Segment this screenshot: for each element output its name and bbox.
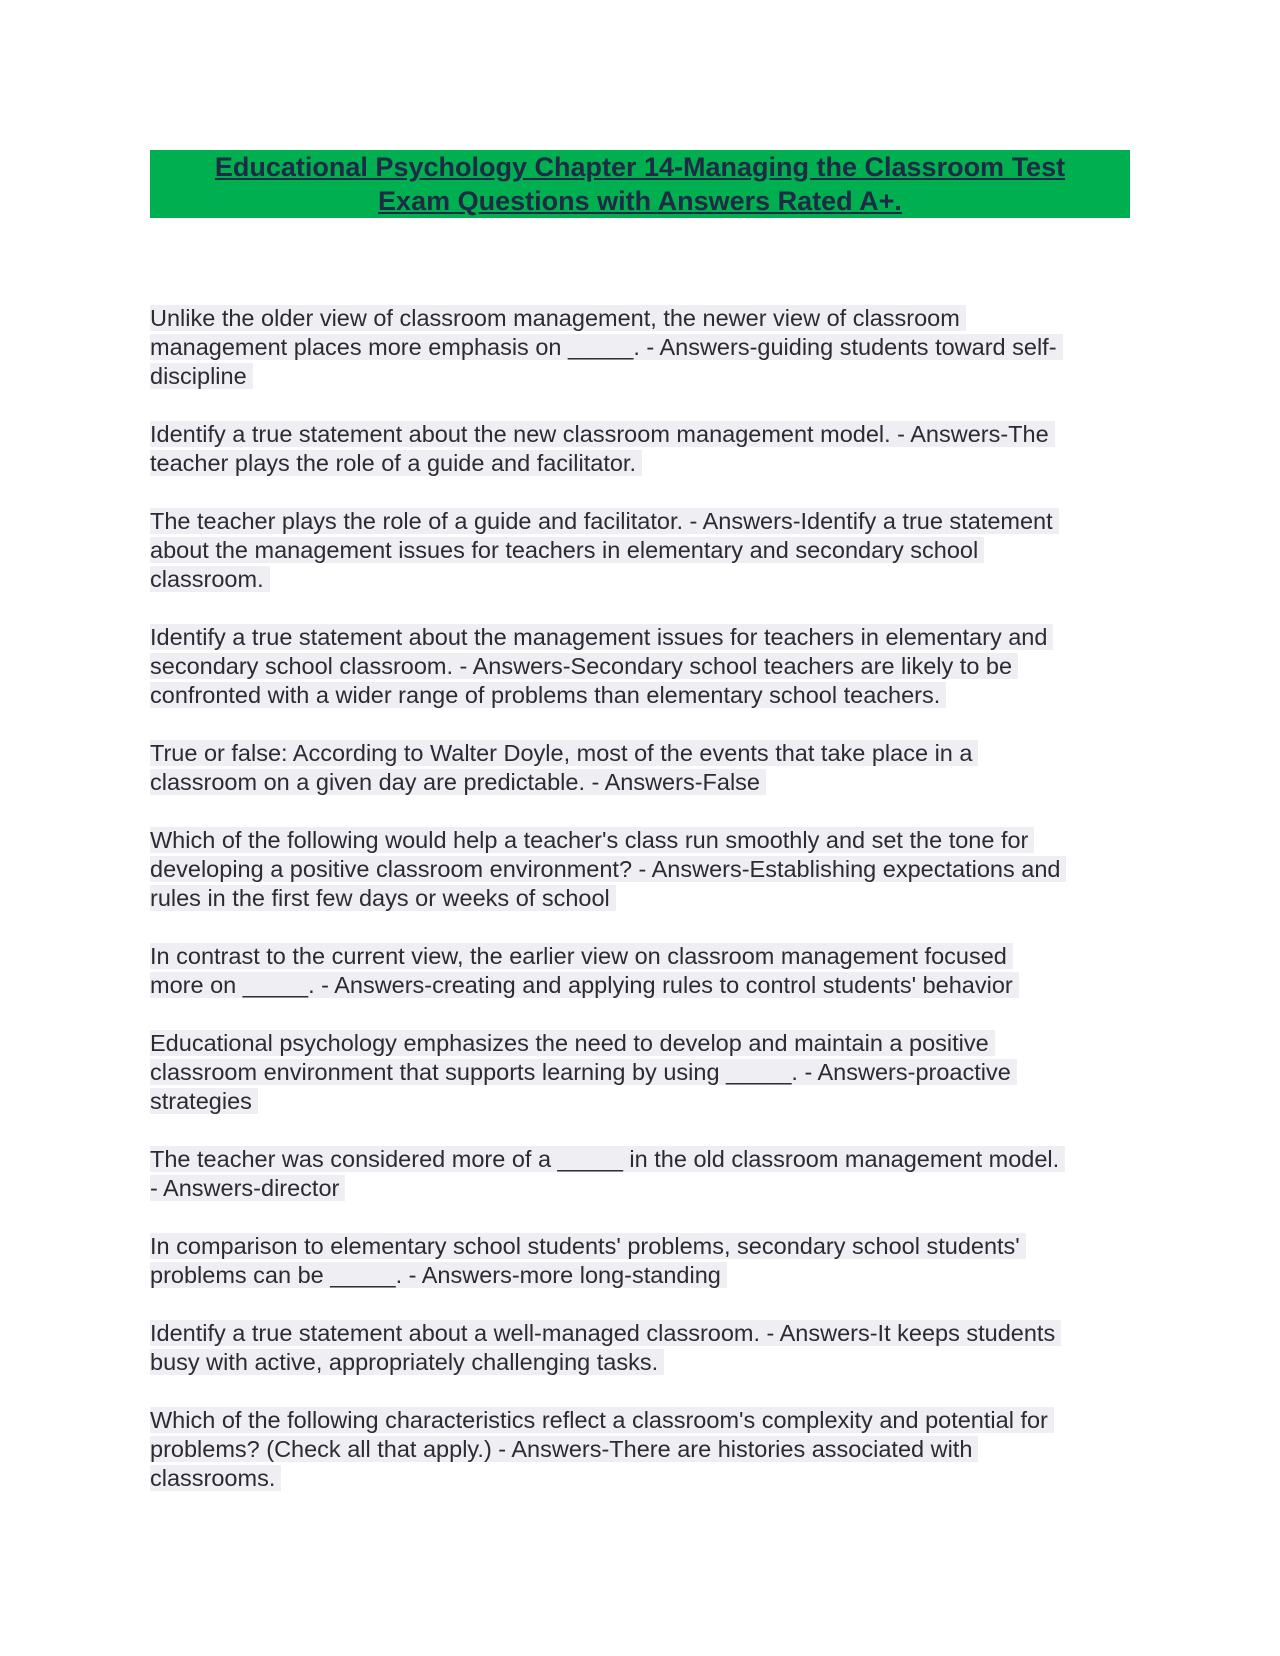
question-answer-line bbox=[150, 333, 1130, 362]
title-banner bbox=[150, 150, 1130, 218]
question-answer-text: Which of the following characteristics reflect a classroom's complexity and potential for bbox=[150, 1407, 1054, 1433]
question-answer-line bbox=[150, 971, 1130, 1000]
question-answer-text: discipline bbox=[150, 363, 253, 389]
document-title-line-2: Exam Questions with Answers Rated A+. bbox=[378, 186, 902, 216]
question-answer-item bbox=[150, 507, 1130, 594]
question-answer-text: True or false: According to Walter Doyle, most of the events that take place in a bbox=[150, 740, 978, 766]
question-answer-text: developing a positive classroom environment? - Answers-Establishing expectations and bbox=[150, 856, 1066, 882]
question-answer-text: classroom on a given day are predictable. - Answers-False bbox=[150, 769, 766, 795]
question-answer-text: classroom. bbox=[150, 566, 270, 592]
question-answer-item bbox=[150, 623, 1130, 710]
question-answer-line bbox=[150, 1174, 1130, 1203]
question-answer-line bbox=[150, 768, 1130, 797]
question-answer-line bbox=[150, 536, 1130, 565]
question-answer-line bbox=[150, 1435, 1130, 1464]
question-answer-text: busy with active, appropriately challenging tasks. bbox=[150, 1349, 664, 1375]
question-answer-text: secondary school classroom. - Answers-Secondary school teachers are likely to be bbox=[150, 653, 1018, 679]
question-answer-line bbox=[150, 1029, 1130, 1058]
question-answer-line bbox=[150, 565, 1130, 594]
question-answer-text: In contrast to the current view, the earlier view on classroom management focused bbox=[150, 943, 1013, 969]
question-answer-line bbox=[150, 1348, 1130, 1377]
question-answer-line bbox=[150, 1232, 1130, 1261]
question-answer-text: Which of the following would help a teacher's class run smoothly and set the tone for bbox=[150, 827, 1034, 853]
question-answer-line bbox=[150, 362, 1130, 391]
question-answer-line bbox=[150, 449, 1130, 478]
question-answer-line bbox=[150, 739, 1130, 768]
question-answer-text: about the management issues for teachers in elementary and secondary school bbox=[150, 537, 984, 563]
question-answer-text: management places more emphasis on _____. - Answers-guiding students toward self- bbox=[150, 334, 1063, 360]
question-answer-line bbox=[150, 652, 1130, 681]
document-page bbox=[150, 150, 1130, 1522]
question-answer-text: strategies bbox=[150, 1088, 258, 1114]
question-answer-line bbox=[150, 623, 1130, 652]
question-answer-line bbox=[150, 681, 1130, 710]
question-answer-item bbox=[150, 1319, 1130, 1377]
question-answer-text: Identify a true statement about a well-managed classroom. - Answers-It keeps students bbox=[150, 1320, 1061, 1346]
question-answer-line bbox=[150, 1261, 1130, 1290]
question-answer-item bbox=[150, 739, 1130, 797]
question-answer-item bbox=[150, 942, 1130, 1000]
question-answer-line bbox=[150, 304, 1130, 333]
question-answer-text: Unlike the older view of classroom management, the newer view of classroom bbox=[150, 305, 966, 331]
question-answer-list bbox=[150, 304, 1130, 1493]
question-answer-text: The teacher was considered more of a _____ in the old classroom management model. bbox=[150, 1146, 1065, 1172]
question-answer-text: problems? (Check all that apply.) - Answers-There are histories associated with bbox=[150, 1436, 978, 1462]
question-answer-text: teacher plays the role of a guide and facilitator. bbox=[150, 450, 642, 476]
question-answer-text: Educational psychology emphasizes the need to develop and maintain a positive bbox=[150, 1030, 995, 1056]
question-answer-item bbox=[150, 304, 1130, 391]
question-answer-text: confronted with a wider range of problems than elementary school teachers. bbox=[150, 682, 946, 708]
question-answer-text: Identify a true statement about the new classroom management model. - Answers-The bbox=[150, 421, 1055, 447]
question-answer-item bbox=[150, 1406, 1130, 1493]
question-answer-text: The teacher plays the role of a guide and facilitator. - Answers-Identify a true statement bbox=[150, 508, 1059, 534]
question-answer-line bbox=[150, 826, 1130, 855]
question-answer-line bbox=[150, 1145, 1130, 1174]
document-title-line-1: Educational Psychology Chapter 14-Managing the Classroom Test bbox=[214, 152, 1066, 182]
question-answer-text: Identify a true statement about the management issues for teachers in elementary and bbox=[150, 624, 1053, 650]
question-answer-line bbox=[150, 942, 1130, 971]
question-answer-text: classroom environment that supports learning by using _____. - Answers-proactive bbox=[150, 1059, 1017, 1085]
question-answer-line bbox=[150, 420, 1130, 449]
question-answer-line bbox=[150, 855, 1130, 884]
question-answer-line bbox=[150, 507, 1130, 536]
question-answer-item bbox=[150, 1232, 1130, 1290]
question-answer-item bbox=[150, 420, 1130, 478]
question-answer-text: problems can be _____. - Answers-more long-standing bbox=[150, 1262, 727, 1288]
question-answer-line bbox=[150, 1406, 1130, 1435]
question-answer-text: In comparison to elementary school students' problems, secondary school students' bbox=[150, 1233, 1026, 1259]
question-answer-line bbox=[150, 1464, 1130, 1493]
question-answer-text: rules in the first few days or weeks of school bbox=[150, 885, 616, 911]
question-answer-item bbox=[150, 826, 1130, 913]
question-answer-item bbox=[150, 1029, 1130, 1116]
question-answer-text: more on _____. - Answers-creating and applying rules to control students' behavior bbox=[150, 972, 1019, 998]
question-answer-line bbox=[150, 1319, 1130, 1348]
question-answer-line bbox=[150, 1058, 1130, 1087]
question-answer-line bbox=[150, 1087, 1130, 1116]
question-answer-line bbox=[150, 884, 1130, 913]
question-answer-text: - Answers-director bbox=[150, 1175, 345, 1201]
question-answer-item bbox=[150, 1145, 1130, 1203]
question-answer-text: classrooms. bbox=[150, 1465, 281, 1491]
